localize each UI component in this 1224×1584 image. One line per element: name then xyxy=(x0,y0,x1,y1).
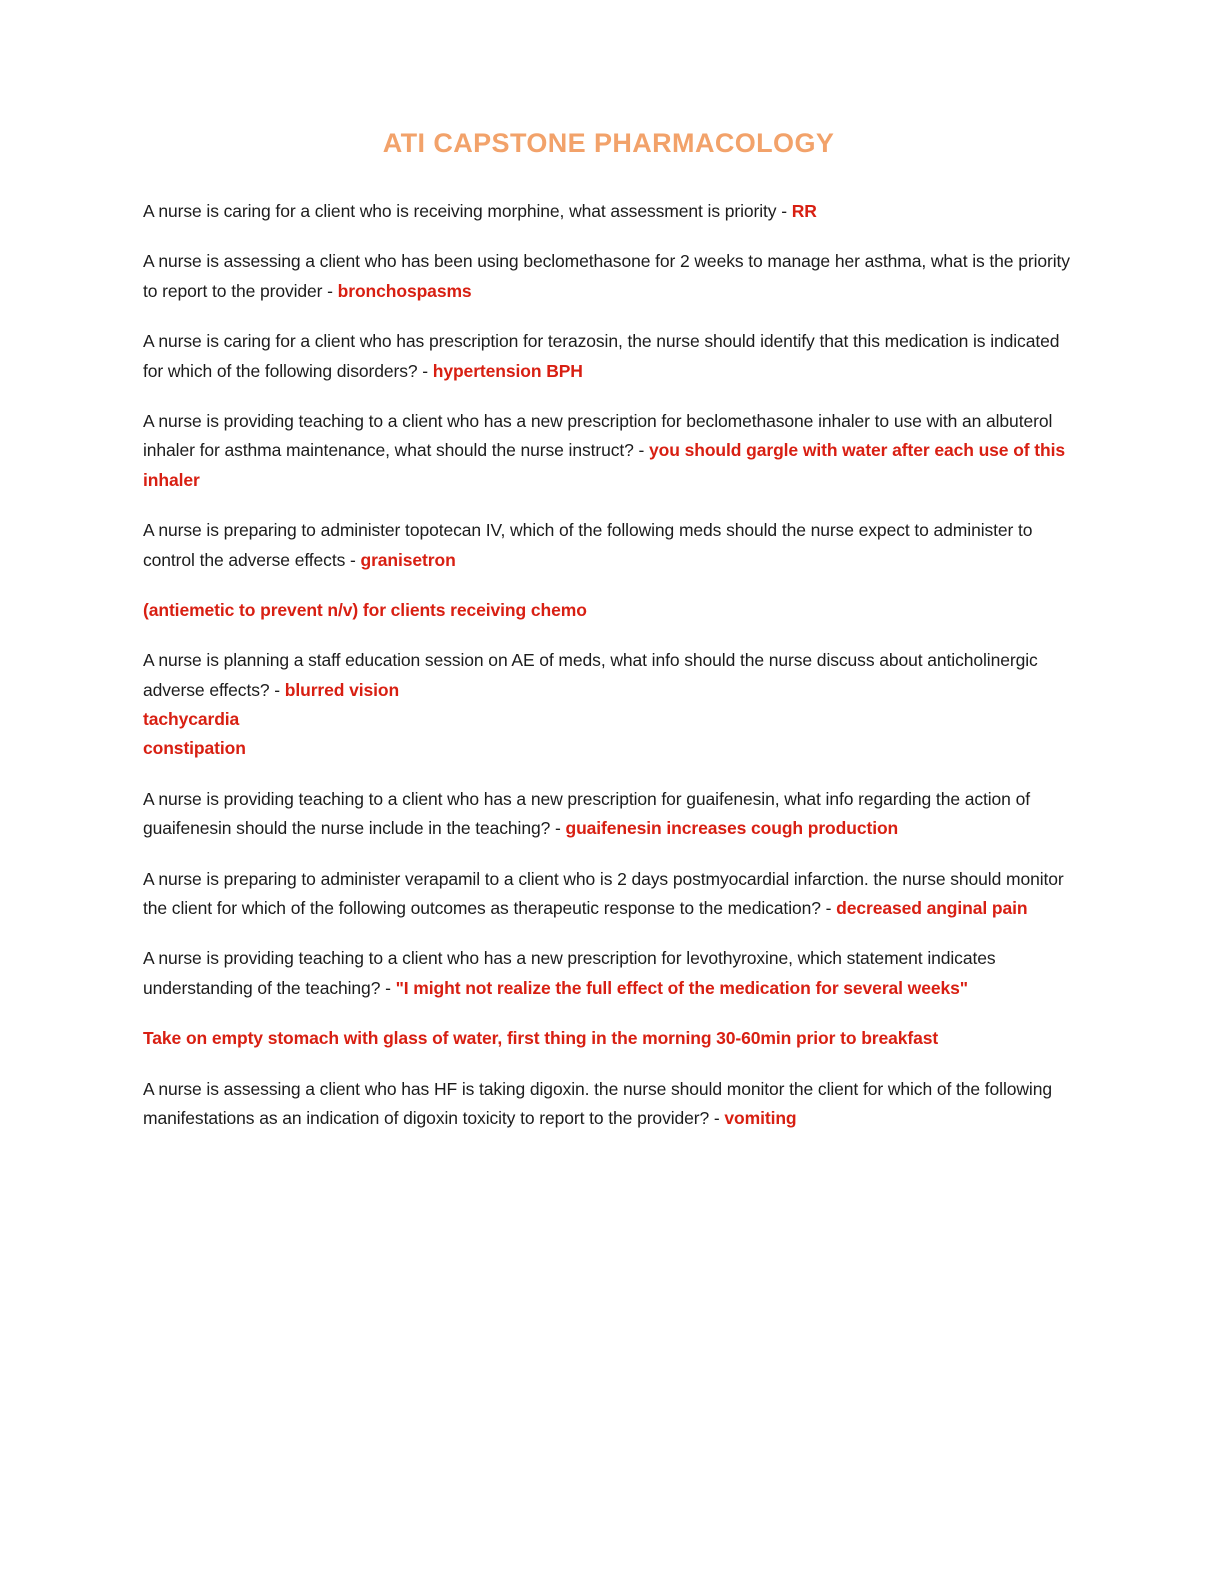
question-text: A nurse is assessing a client who has been using beclomethasone for 2 weeks to manage her asthma, what is the priority to report to the provider - xyxy=(143,251,1070,301)
qa-item xyxy=(143,247,1074,306)
question-text: A nurse is preparing to administer topotecan IV, which of the following meds should the nurse expect to administer to control the adverse effects - xyxy=(143,520,1033,570)
question-text: A nurse is providing teaching to a client who has a new prescription for levothyroxine, which statement indicates understanding of the teaching? - xyxy=(143,948,996,998)
document-body xyxy=(143,197,1074,1133)
answer-text: RR xyxy=(791,201,817,221)
answer-text: you should gargle with water after each use of this inhaler xyxy=(143,440,1065,490)
question-text: A nurse is caring for a client who has prescription for terazosin, the nurse should identify that this medication is indicated for which of the following disorders? - xyxy=(143,331,1060,381)
qa-item xyxy=(143,646,1074,764)
answer-text: vomiting xyxy=(724,1107,797,1128)
answer-text: decreased anginal pain xyxy=(836,898,1028,919)
question-text: A nurse is planning a staff education session on AE of meds, what info should the nurse discuss about anticholinergic adverse effects? - xyxy=(143,650,1038,700)
note-text: (antiemetic to prevent n/v) for clients receiving chemo xyxy=(143,599,587,620)
answer-extra-line: constipation xyxy=(143,738,246,759)
qa-item xyxy=(143,407,1074,495)
answer-text: hypertension BPH xyxy=(432,360,583,381)
page-title: ATI CAPSTONE PHARMACOLOGY xyxy=(382,128,835,158)
qa-item xyxy=(143,197,1074,226)
qa-item xyxy=(143,944,1074,1003)
answer-text: bronchospasms xyxy=(337,280,472,301)
qa-item xyxy=(143,516,1074,575)
question-text: A nurse is providing teaching to a client who has a new prescription for guaifenesin, what info regarding the action of guaifenesin should the nurse include in the teaching? - xyxy=(143,788,1030,839)
qa-item xyxy=(143,865,1074,924)
note-text: Take on empty stomach with glass of water, first thing in the morning 30-60min prior to breakfast xyxy=(143,1028,939,1049)
qa-item xyxy=(143,785,1074,844)
answer-extra-line: tachycardia xyxy=(143,709,240,730)
question-text: A nurse is preparing to administer verapamil to a client who is 2 days postmyocardial infarction. the nurse should monitor the client for which of the following outcomes as therapeutic response to the medication? - xyxy=(143,868,1064,919)
question-text: A nurse is caring for a client who is receiving morphine, what assessment is priority - xyxy=(143,201,792,221)
answer-text: "I might not realize the full effect of the medication for several weeks" xyxy=(395,977,968,998)
question-text: A nurse is assessing a client who has HF is taking digoxin. the nurse should monitor the client for which of the following manifestations as an indication of digoxin toxicity to report to the provider? - xyxy=(143,1078,1052,1128)
answer-text: blurred vision xyxy=(284,679,400,700)
question-text: A nurse is providing teaching to a client who has a new prescription for beclomethasone inhaler to use with an albuterol inhaler for asthma maintenance, what should the nurse instruct? - xyxy=(143,410,1053,461)
answer-text: granisetron xyxy=(360,549,456,570)
qa-item xyxy=(143,327,1074,386)
answer-text: guaifenesin increases cough production xyxy=(565,818,899,839)
qa-item xyxy=(143,1075,1074,1134)
